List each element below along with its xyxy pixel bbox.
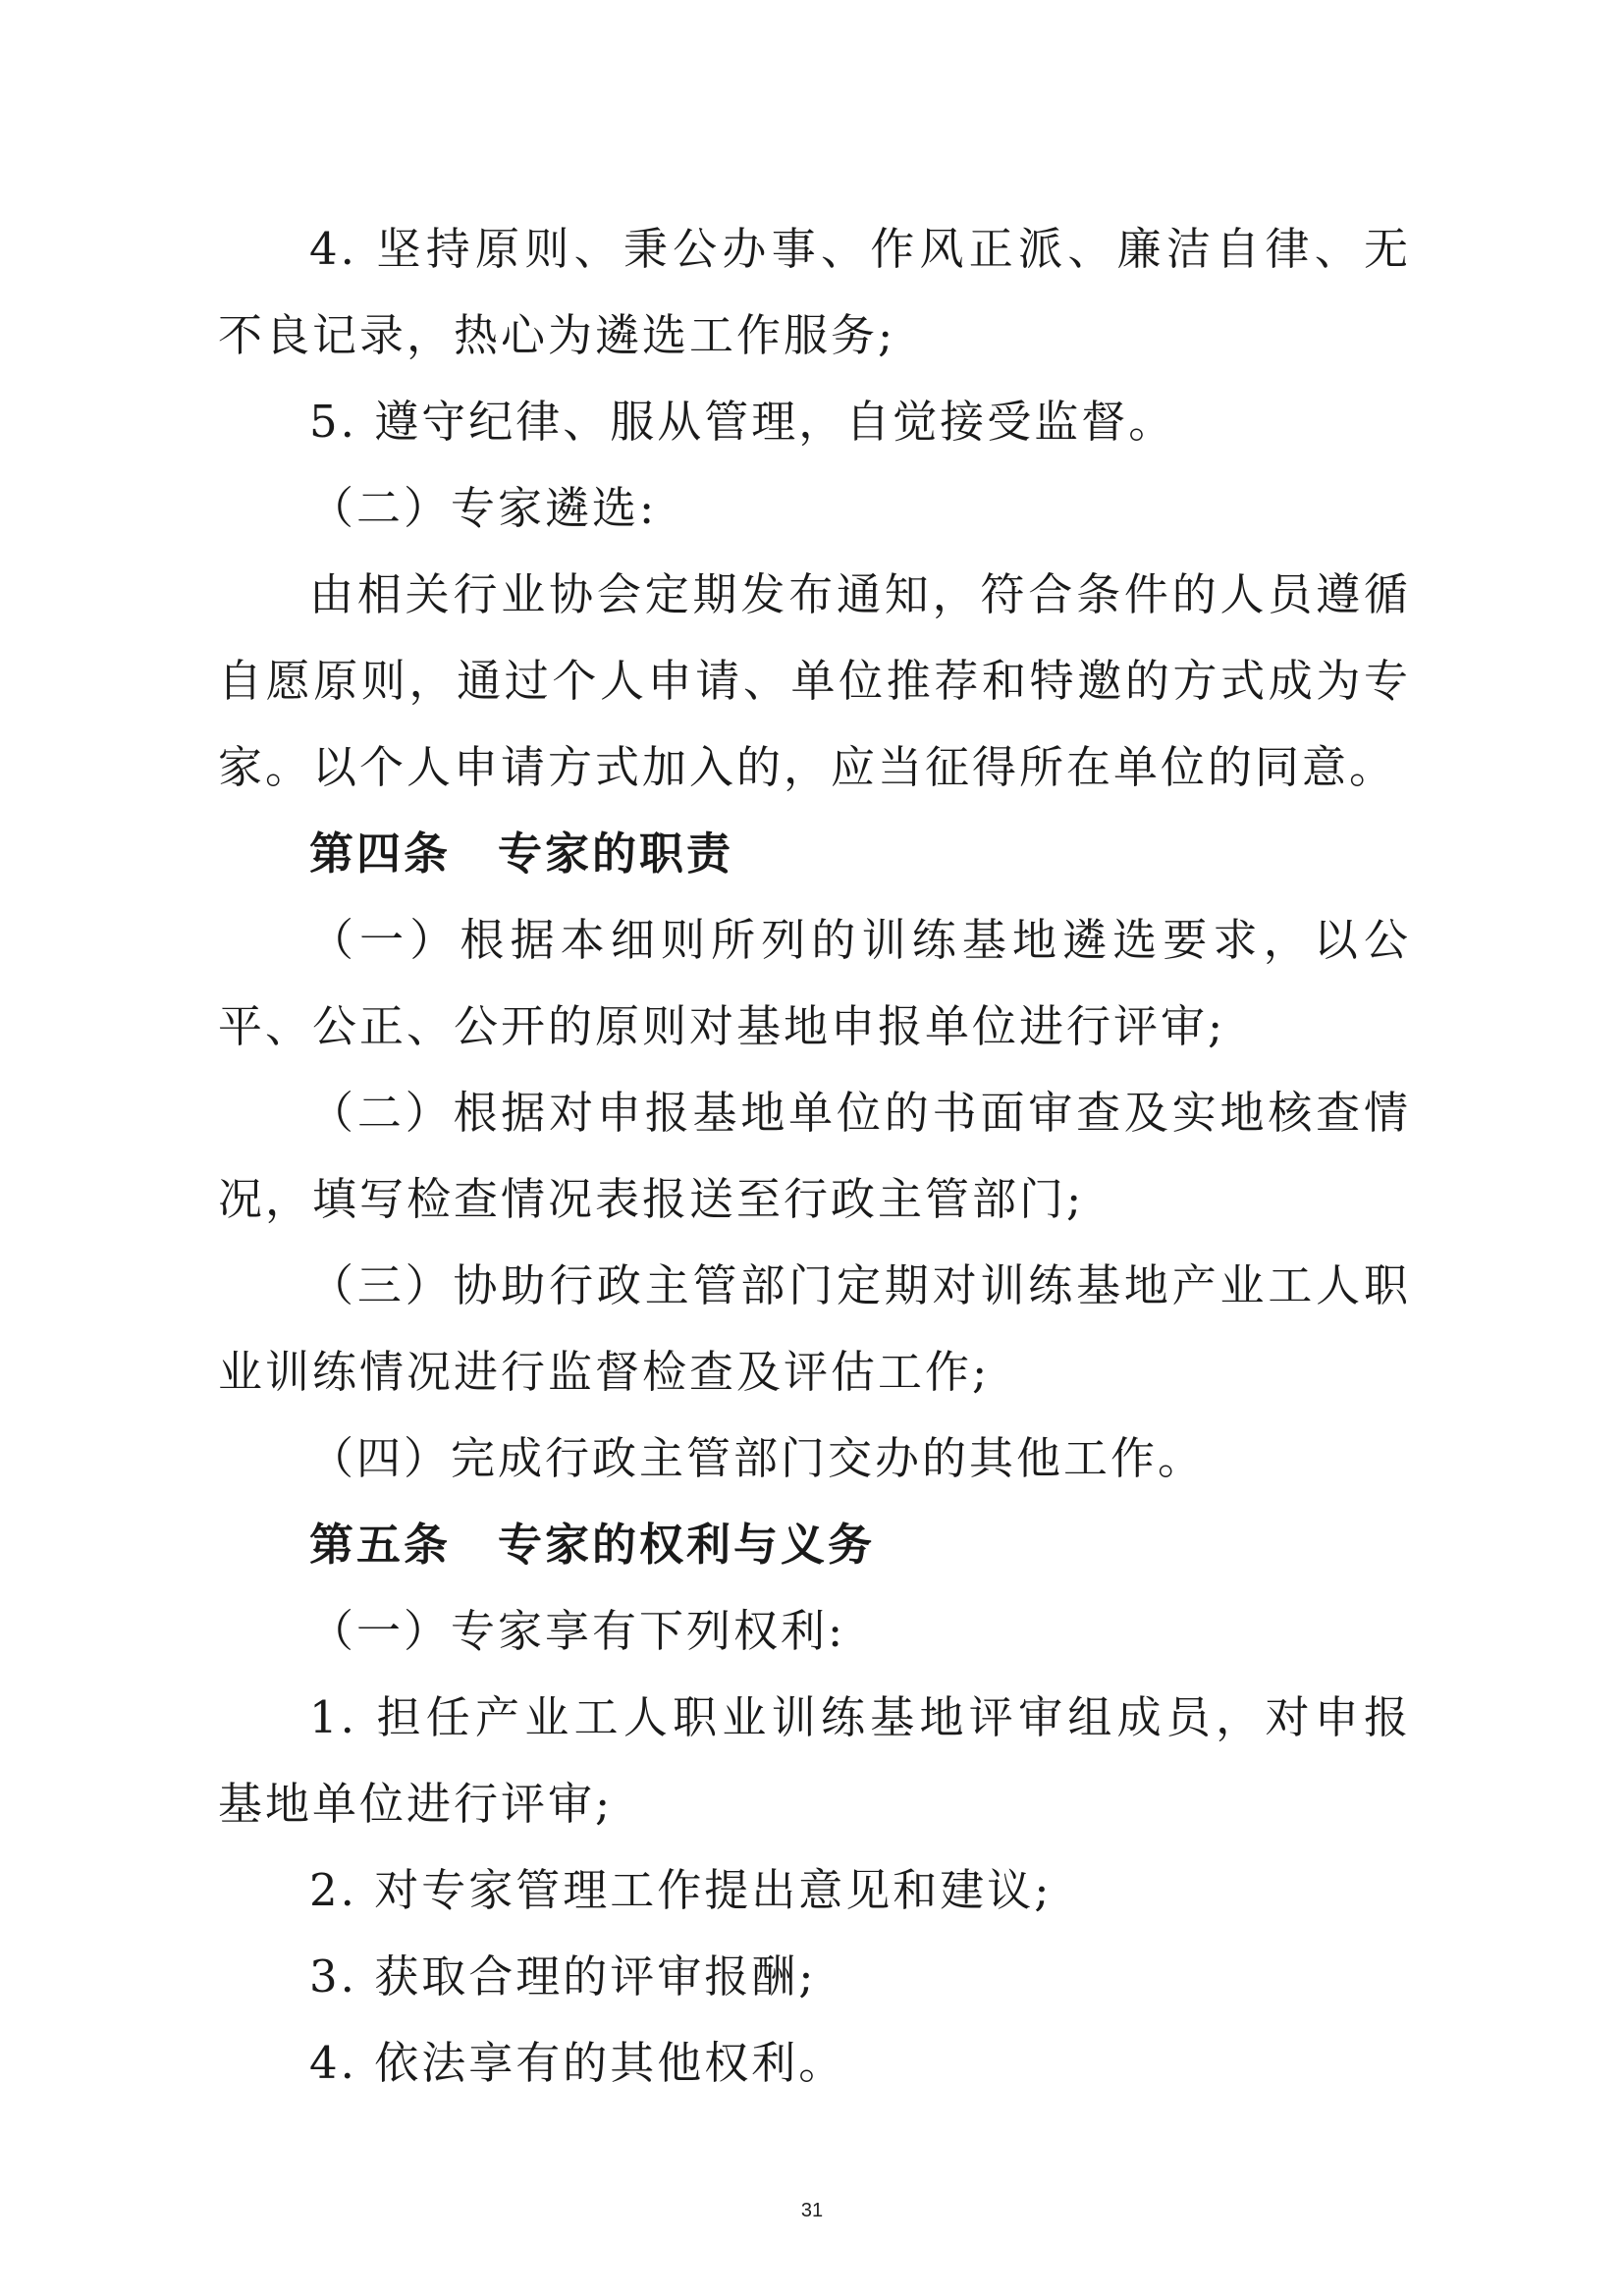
- duty-4: （四）完成行政主管部门交办的其他工作。: [309, 1432, 1206, 1484]
- article-4-heading: 第四条 专家的职责: [309, 828, 734, 880]
- item-5-discipline: 5. 遵守纪律、服从管理，自觉接受监督。: [309, 396, 1176, 448]
- page-number: 31: [800, 2200, 824, 2221]
- page-body: [218, 206, 1411, 2107]
- right-3: 3. 获取合理的评审报酬;: [309, 1950, 817, 2002]
- right-2: 2. 对专家管理工作提出意见和建议;: [309, 1864, 1053, 1916]
- subsection-expert-selection: （二）专家遴选:: [309, 482, 658, 534]
- item-4-impartiality: 4. 坚持原则、秉公办事、作风正派、廉洁自律、无不良记录，热心为遴选工作服务;: [218, 223, 1411, 361]
- article-5-heading: 第五条 专家的权利与义务: [309, 1519, 876, 1571]
- right-4: 4. 依法享有的其他权利。: [309, 2037, 846, 2089]
- duty-3: （三）协助行政主管部门定期对训练基地产业工人职业训练情况进行监督检查及评估工作;: [218, 1259, 1411, 1398]
- right-1: 1. 担任产业工人职业训练基地评审组成员，对申报基地单位进行评审;: [218, 1691, 1411, 1830]
- duty-2: （二）根据对申报基地单位的书面审查及实地核查情况，填写检查情况表报送至行政主管部门;: [218, 1087, 1411, 1225]
- subsection-expert-rights: （一）专家享有下列权利:: [309, 1605, 846, 1657]
- paragraph-selection-process: 由相关行业协会定期发布通知，符合条件的人员遵循自愿原则，通过个人申请、单位推荐和特邀的方式成为专家。以个人申请方式加入的，应当征得所在单位的同意。: [218, 568, 1411, 793]
- duty-1: （一）根据本细则所列的训练基地遴选要求，以公平、公正、公开的原则对基地申报单位进行评审;: [218, 914, 1411, 1052]
